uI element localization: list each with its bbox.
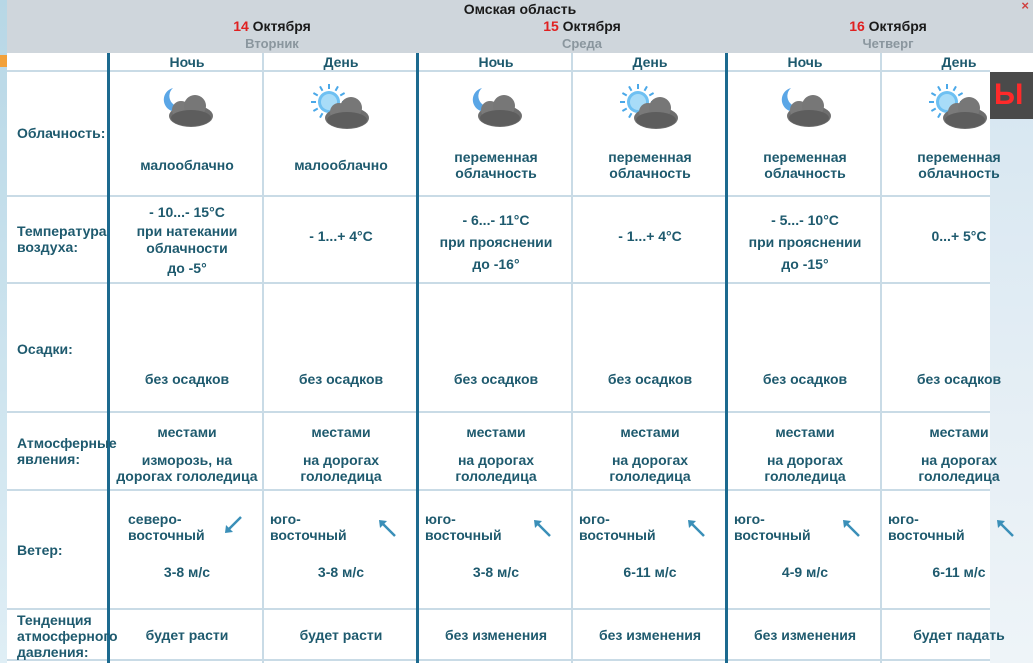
day-number: 15 [543,18,559,34]
arrow-up-left-icon [531,517,553,539]
precipitation-value: без осадков [453,371,539,387]
forecast-header [7,0,1033,53]
day-month: Октября [868,18,927,34]
arrow-up-left-icon [685,517,707,539]
cell-line: восточный [270,527,347,543]
temperature-value [573,225,727,247]
wind-direction [425,511,502,543]
wind-direction [579,511,656,543]
cell-line: 0...+ 5°C [931,228,987,244]
cell-line: юго- [425,511,456,527]
moon-cloud-icon [773,82,837,134]
cell-line: гололедица [300,468,382,484]
day-date [117,18,427,34]
cell-line: местами [311,424,371,440]
cell-line: до -16° [472,256,520,272]
arrow-down-left-icon [222,514,244,536]
cell-line: - 1...+ 4°C [618,228,682,244]
temperature-value [728,209,882,275]
day-month: Октября [562,18,621,34]
phenomena-value [110,424,264,484]
day-header-2 [427,18,737,51]
cloudiness-value [419,149,573,181]
day-date [733,18,1033,34]
label-line: воздуха: [17,239,78,255]
cell-line: местами [929,424,989,440]
cell-line: переменная [454,149,538,165]
row-label-cloudiness: Облачность: [17,125,106,141]
period-night: Ночь [787,54,823,70]
left-decor-strip [0,0,7,663]
arrow-up-left-icon [840,517,862,539]
moon-cloud-icon [464,82,528,134]
day-weekday: Среда [561,36,603,51]
phenomena-value [728,424,882,484]
day-weekday: Вторник [245,36,299,51]
label-line: атмосферного [17,628,118,644]
cell-line: юго- [888,511,919,527]
cloudiness-value [110,157,264,173]
cell-line: - 6...- 11°C [462,212,530,228]
grid-line [7,608,990,610]
precipitation-value: без осадков [607,371,693,387]
pressure-trend: без изменения [598,627,702,643]
label-line: Атмосферные [17,435,117,451]
cell-line: юго- [579,511,610,527]
wind-speed: 3-8 м/с [472,564,520,580]
cell-line: переменная [763,149,847,165]
pressure-trend: будет расти [145,627,229,643]
cell-line: гололедица [918,468,1000,484]
cell-line: до -5° [167,260,207,276]
day-weekday: Четверг [862,36,914,51]
cell-line: при прояснении [748,234,862,250]
cell-line: восточный [579,527,656,543]
day-header-3 [733,18,1033,51]
cell-line: восточный [128,527,205,543]
cell-line: на дорогах [766,452,844,468]
period-night: Ночь [478,54,514,70]
phenomena-value [419,424,573,484]
cloudiness-value [728,149,882,181]
cell-line: облачность [918,165,1000,181]
cell-line: переменная [608,149,692,165]
row-label-wind: Ветер: [17,542,63,558]
cell-line: юго- [270,511,301,527]
cell-line: местами [620,424,680,440]
sun-cloud-icon [309,82,373,134]
row-label-phenomena [17,435,117,467]
cell-line: местами [775,424,835,440]
wind-speed: 6-11 м/с [623,564,677,580]
phenomena-value [264,424,418,484]
cell-line: переменная [917,149,1001,165]
temperature-value [110,201,264,279]
pressure-trend: без изменения [753,627,857,643]
badge-letter: Ы [994,78,1024,111]
period-day: День [323,54,359,70]
wind-speed: 3-8 м/с [317,564,365,580]
phenomena-value [573,424,727,484]
close-icon[interactable]: × [1021,0,1029,13]
cell-line: гололедица [609,468,691,484]
cell-line: на дорогах [302,452,380,468]
grid-line [7,659,990,661]
cell-line: юго- [734,511,765,527]
cell-line: малооблачно [140,157,234,173]
label-line: давления: [17,644,89,660]
cell-line: восточный [734,527,811,543]
sun-cloud-icon [927,82,991,134]
cell-line: гололедица [764,468,846,484]
corner-badge-image[interactable] [990,72,1033,119]
pressure-trend: будет расти [299,627,383,643]
wind-speed: 3-8 м/с [163,564,211,580]
cell-line: местами [466,424,526,440]
phenomena-value [882,424,1033,484]
cloudiness-value [573,149,727,181]
row-label-precipitation: Осадки: [17,341,73,357]
precipitation-value: без осадков [144,371,230,387]
period-night: Ночь [169,54,205,70]
row-label-pressure [17,612,118,660]
cell-line: облачность [764,165,846,181]
day-date [427,18,737,34]
pressure-trend: будет падать [913,627,1005,643]
cloudiness-value [882,149,1033,181]
precipitation-value: без осадков [298,371,384,387]
wind-direction [734,511,811,543]
period-day: День [941,54,977,70]
label-line: Температура [17,223,107,239]
day-header-1 [117,18,427,51]
pressure-trend: без изменения [444,627,548,643]
cell-line: восточный [888,527,965,543]
wind-speed: 4-9 м/с [781,564,829,580]
period-day: День [632,54,668,70]
cell-line: местами [157,424,217,440]
row-label-temperature [17,223,107,255]
cell-line: малооблачно [294,157,388,173]
cell-line: облачность [609,165,691,181]
day-month: Октября [252,18,311,34]
left-accent [0,55,7,67]
temperature-value [882,225,1033,247]
wind-direction [128,511,205,543]
wind-direction [270,511,347,543]
label-line: Тенденция [17,612,92,628]
temperature-value [264,225,418,247]
precipitation-value: без осадков [916,371,1002,387]
grid-line [7,282,990,284]
wind-direction [888,511,965,543]
grid-line [7,411,990,413]
region-title: Омская область [463,1,577,17]
sun-cloud-icon [618,82,682,134]
cloudiness-value [264,157,418,173]
cell-line: на дорогах [457,452,535,468]
cell-line: до -15° [781,256,829,272]
grid-line [7,489,990,491]
cell-line: облачность [455,165,537,181]
day-number: 14 [233,18,249,34]
cell-line: северо- [128,511,182,527]
moon-cloud-icon [155,82,219,134]
label-line: явления: [17,451,80,467]
precipitation-value: без осадков [762,371,848,387]
cell-line: изморозь, на [141,452,233,468]
cell-line: при натекании [136,223,238,239]
day-number: 16 [849,18,865,34]
cell-line: - 1...+ 4°C [309,228,373,244]
arrow-up-left-icon [376,517,398,539]
cell-line: восточный [425,527,502,543]
cell-line: - 10...- 15°C [149,204,225,220]
arrow-up-left-icon [994,517,1016,539]
grid-line [7,195,990,197]
grid-line [7,70,990,72]
cell-line: на дорогах [920,452,998,468]
temperature-value [419,209,573,275]
cell-line: облачности [146,240,228,256]
cell-line: на дорогах [611,452,689,468]
wind-speed: 6-11 м/с [932,564,986,580]
cell-line: дорогах гололедица [116,468,258,484]
cell-line: при прояснении [439,234,553,250]
cell-line: гололедица [455,468,537,484]
cell-line: - 5...- 10°C [771,212,839,228]
